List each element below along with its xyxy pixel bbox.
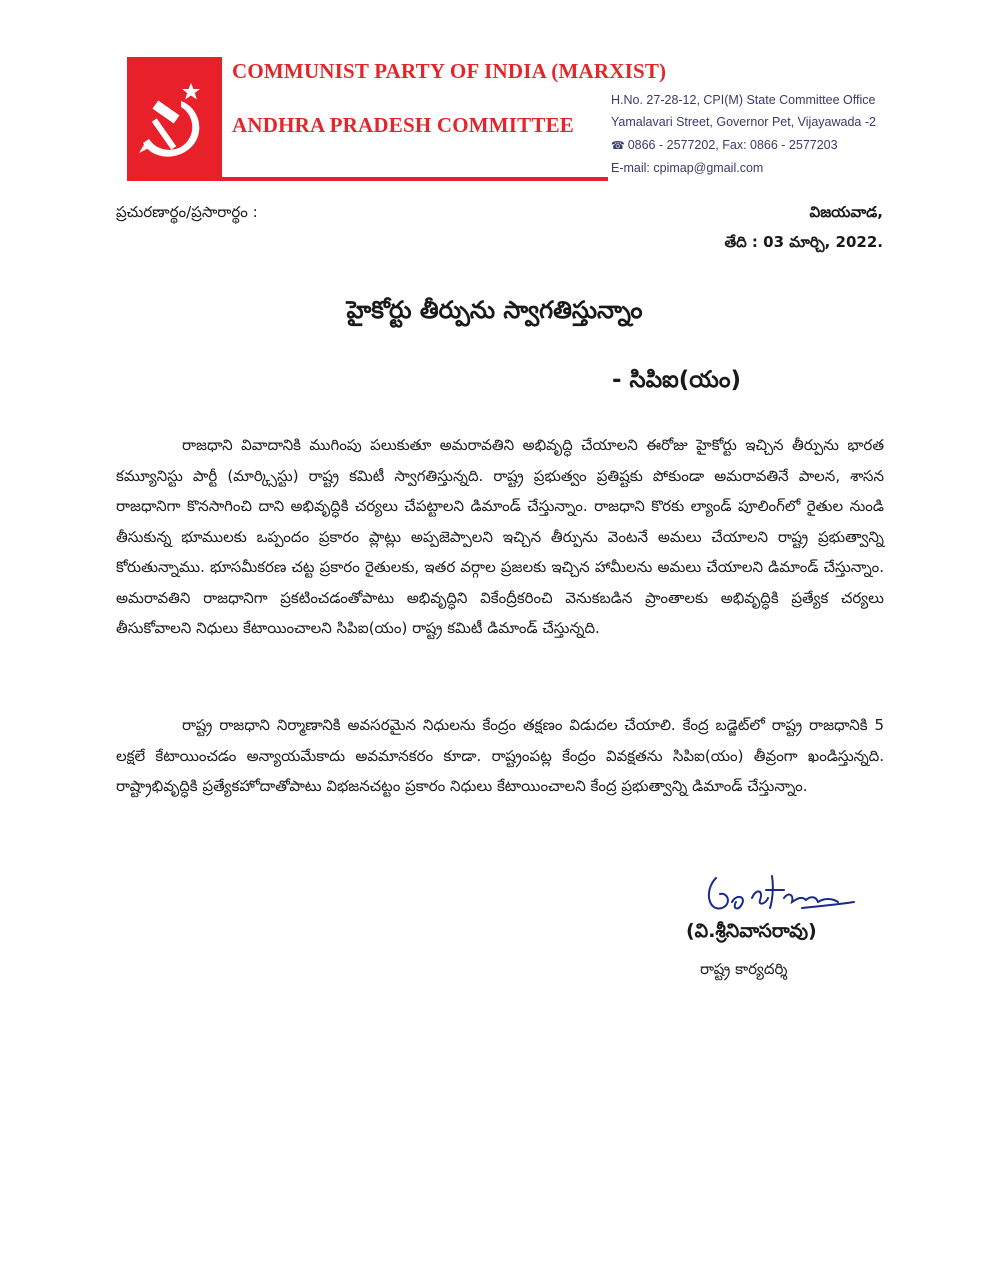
hammer-sickle-star-icon (137, 79, 211, 163)
date: తేది : 03 మార్చి, 2022. (724, 233, 883, 251)
place: విజయవాడ, (809, 203, 883, 221)
paragraph-1: రాజధాని వివాదానికి ముగింపు పలుకుతూ అమరావతిని అభివృద్ధి చేయాలని ఈరోజు హైకోర్టు ఇచ్చిన తీర్పును భారత కమ్యూనిస్టు పార్టీ (మార్క్సిస్టు) రాష్ట్ర కమిటీ స్వాగతిస్తున్నది. రాష్ట్ర ప్రభుత్వం ప్రతిష్టకు పోకుండా అమరావతినే పాలన, శాసన రాజధానిగా కొనసాగించి దాని అభివృద్ధికి చర్యలు చేపట్టాలని డిమాండ్ చేస్తున్నాం. రాజధాని కొరకు ల్యాండ్ పూలింగ్‌లో రైతుల నుండి తీసుకున్న భూములకు ఒప్పందం ప్రకారం ప్లాట్లు అప్పజెప్పాలని ఇచ్చిన తీర్పును వెంటనే అమలు చేయాలని రాష్ట్ర ప్రభుత్వాన్ని కోరుతున్నాము. భూసమీకరణ చట్ట ప్రకారం రైతులకు, ఇతర వర్గాల ప్రజలకు ఇచ్చిన హామీలను అమలు చేయాలని డిమాండ్ చేస్తున్నాం. అమరావతిని రాజధానిగా ప్రకటించడంతోపాటు అభివృద్ధిని వికేంద్రీకరించి వెనుకబడిన ప్రాంతాలకు అభివృద్ధికి ప్రత్యేక చర్యలు తీసుకోవాలని నిధులు కేటాయించాలని సిపిఐ(యం) రాష్ట్ర కమిటీ డిమాండ్ చేస్తున్నది. (116, 436, 884, 637)
letterhead-divider (221, 57, 222, 181)
signature-image (702, 868, 862, 924)
address-line-2: Yamalavari Street, Governor Pet, Vijayawada -2 (611, 115, 876, 129)
byline: - సిపిఐ(యం) (612, 367, 742, 393)
signer-name: (వి.శ్రీనివాసరావు) (686, 920, 817, 942)
committee-name: ANDHRA PRADESH COMMITTEE (232, 113, 574, 137)
org-name: COMMUNIST PARTY OF INDIA (MARXIST) (232, 59, 667, 83)
headline: హైకోర్టు తీర్పును స్వాగతిస్తున్నాం (346, 296, 643, 324)
signer-designation: రాష్ట్ర కార్యదర్శి (700, 960, 788, 978)
party-logo (127, 57, 221, 181)
paragraph-2: రాష్ట్ర రాజధాని నిర్మాణానికి అవసరమైన నిధులను కేంద్రం తక్షణం విడుదల చేయాలి. కేంద్ర బడ్జెట్‌లో రాష్ట్ర రాజధానికి 5 లక్షలే కేటాయించడం అన్యాయమేకాదు అవమానకరం కూడా. రాష్ట్రంపట్ల కేంద్రం వివక్షతను సిపిఐ(యం) తీవ్రంగా ఖండిస్తున్నది. రాష్ట్రాభివృద్ధికి ప్రత్యేకహోదాతోపాటు విభజనచట్టం ప్రకారం నిధులు కేటాయించాలని కేంద్ర ప్రభుత్వాన్ని డిమాండ్ చేస్తున్నాం. (116, 716, 884, 795)
telephone-icon: ☎ (611, 140, 625, 152)
publication-label: ప్రచురణార్థం/ప్రసారార్థం : (116, 203, 258, 221)
email-line: E-mail: cpimap@gmail.com (611, 161, 764, 175)
phone-line (611, 138, 838, 152)
letterhead-rule (221, 177, 608, 181)
address-line-1: H.No. 27-28-12, CPI(M) State Committee Office (611, 93, 876, 107)
phone-text: 0866 - 2577202, Fax: 0866 - 2577203 (627, 138, 838, 152)
